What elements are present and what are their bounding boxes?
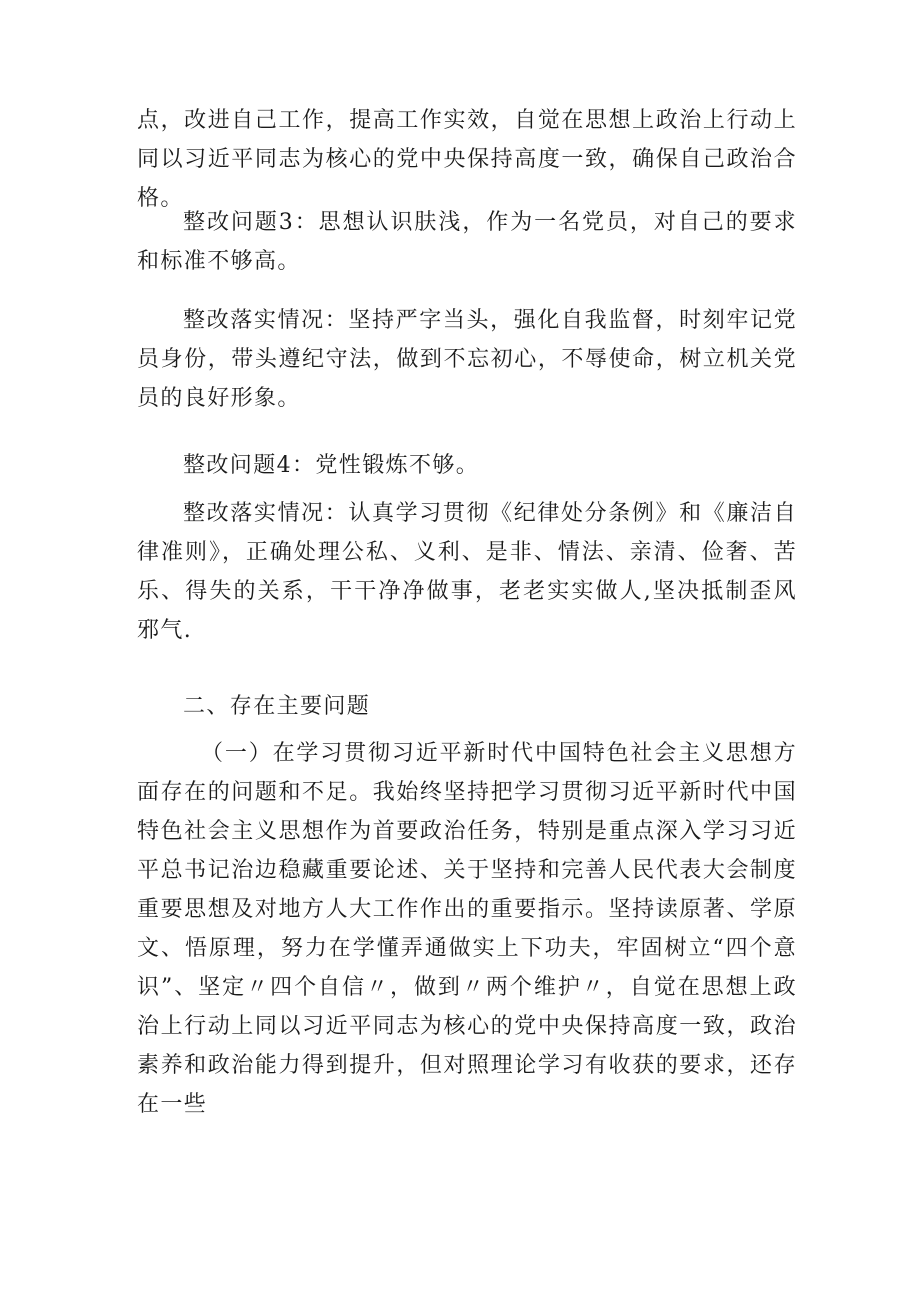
paragraph-continuation: 点，改进自己工作，提高工作实效，自觉在思想上政治上行动上同以习近平同志为核心的党中央保持高度一致，确保自己政治合格。 bbox=[137, 108, 797, 211]
paragraph-rectification-issue-4: 整改问题4：党性锻炼不够。 bbox=[183, 453, 480, 478]
section-heading-main-problems: 二、存在主要问题 bbox=[183, 694, 371, 719]
paragraph-rectification-issue-3: 整改问题3：思想认识肤浅，作为一名党员，对自己的要求和标准不够高。 bbox=[137, 210, 797, 274]
paragraph-study-problems: （一）在学习贯彻习近平新时代中国特色社会主义思想方面存在的问题和不足。我始终坚持把学习贯彻习近平新时代中国特色社会主义思想作为首要政治任务，特别是重点深入学习习近平总书记治边稳藏重要论述、关于坚持和完善人民代表大会制度重要思想及对地方人大工作作出的重要指示。坚持读原著、学原文、悟原理，努力在学懂弄通做实上下功夫，牢固树立“四个意识”、坚定〃四个自信〃，做到〃两个维护〃，自觉在思想上政治上行动上同以习近平同志为核心的党中央保持高度一致，政治素养和政治能力得到提升，但对照理论学习有收获的要求，还存在一些 bbox=[137, 741, 797, 1117]
paragraph-rectification-status-4: 整改落实情况：认真学习贯彻《纪律处分条例》和《廉洁自律准则》，正确处理公私、义利、是非、情法、亲清、俭奢、苦乐、得失的关系，干干净净做事，老老实实做人,坚决抵制歪风邪气. bbox=[137, 501, 797, 643]
paragraph-rectification-status-3: 整改落实情况：坚持严字当头，强化自我监督，时刻牢记党员身份，带头遵纪守法，做到不忘初心，不辱使命，树立机关党员的良好形象。 bbox=[137, 308, 797, 411]
